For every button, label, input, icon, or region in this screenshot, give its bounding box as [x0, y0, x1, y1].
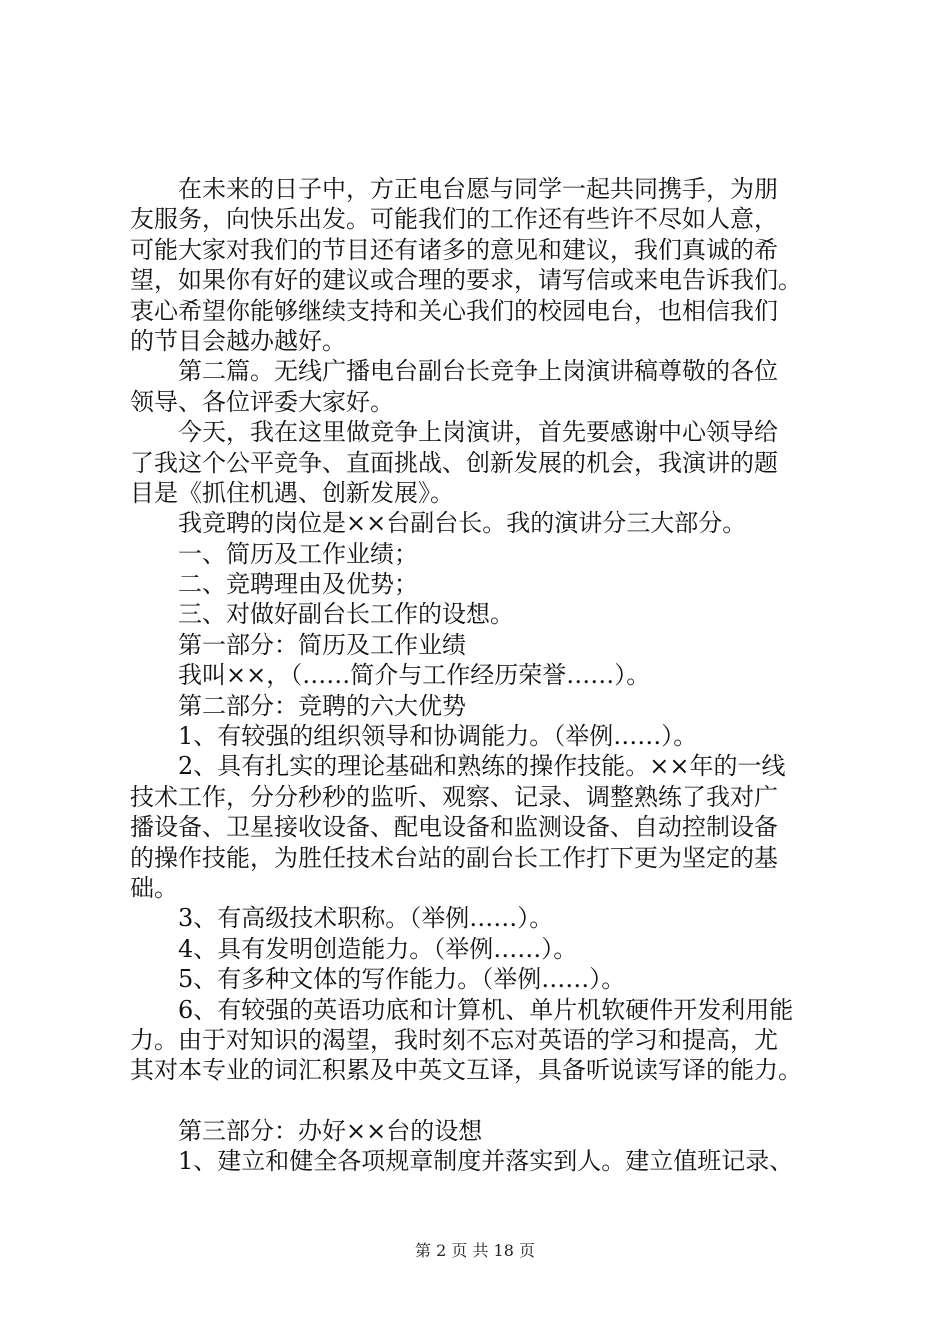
paragraph-line: 第二篇。无线广播电台副台长竞争上岗演讲稿尊敬的各位 — [178, 357, 778, 386]
list-item: 1、建立和健全各项规章制度并落实到人。建立值班记录、 — [178, 1147, 794, 1176]
list-item: 5、有多种文体的写作能力。（举例……）。 — [178, 965, 626, 994]
list-item: 二、竞聘理由及优势； — [178, 570, 418, 599]
paragraph-line: 今天，我在这里做竞争上岗演讲，首先要感谢中心领导给 — [178, 418, 778, 447]
paragraph-line: 在未来的日子中，方正电台愿与同学一起共同携手，为朋 — [178, 175, 778, 203]
list-item: 一、简历及工作业绩； — [178, 539, 418, 568]
section-heading: 第二部分：竞聘的六大优势 — [178, 691, 466, 720]
paragraph-line: 领导、各位评委大家好。 — [130, 387, 394, 416]
paragraph-line: 我叫××，（……简介与工作经历荣誉……）。 — [178, 661, 651, 690]
section-heading: 第一部分：简历及工作业绩 — [178, 630, 466, 659]
list-item: 三、对做好副台长工作的设想。 — [178, 600, 514, 629]
paragraph-line: 衷心希望你能够继续支持和关心我们的校园电台，也相信我们 — [130, 296, 778, 325]
paragraph-line: 的操作技能，为胜任技术台站的副台长工作打下更为坚定的基 — [130, 843, 778, 872]
paragraph-line: 播设备、卫星接收设备、配电设备和监测设备、自动控制设备 — [130, 813, 778, 842]
paragraph-line: 目是《抓住机遇、创新发展》。 — [130, 478, 454, 507]
paragraph-line: 础。 — [130, 873, 178, 902]
list-item: 4、具有发明创造能力。（举例……）。 — [178, 934, 578, 963]
paragraph-line: 望，如果你有好的建议或合理的要求，请写信或来电告诉我们。 — [130, 266, 802, 295]
paragraph-line: 了我这个公平竞争、直面挑战、创新发展的机会，我演讲的题 — [130, 448, 778, 477]
blank-line — [130, 1086, 860, 1116]
list-item: 3、有高级技术职称。（举例……）。 — [178, 904, 554, 933]
section-heading: 第三部分：办好××台的设想 — [178, 1116, 483, 1145]
paragraph-line: 的节目会越办越好。 — [130, 326, 346, 355]
paragraph-line: 其对本专业的词汇积累及中英文互译，具备听说读写译的能力。 — [130, 1056, 802, 1085]
document-body — [130, 174, 860, 1177]
paragraph-line: 我竞聘的岗位是××台副台长。我的演讲分三大部分。 — [178, 509, 747, 538]
paragraph-line: 可能大家对我们的节目还有诸多的意见和建议，我们真诚的希 — [130, 235, 778, 264]
list-item: 2、具有扎实的理论基础和熟练的操作技能。××年的一线 — [178, 752, 786, 781]
list-item: 1、有较强的组织领导和协调能力。（举例……）。 — [178, 722, 698, 751]
paragraph-line: 力。由于对知识的渴望，我时刻不忘对英语的学习和提高，尤 — [130, 1025, 778, 1054]
page-footer: 第 2 页 共 18 页 — [415, 1241, 535, 1260]
list-item: 6、有较强的英语功底和计算机、单片机软硬件开发利用能 — [178, 995, 794, 1024]
paragraph-line: 友服务，向快乐出发。可能我们的工作还有些许不尽如人意， — [130, 205, 778, 234]
paragraph-line: 技术工作，分分秒秒的监听、观察、记录、调整熟练了我对广 — [130, 782, 778, 811]
